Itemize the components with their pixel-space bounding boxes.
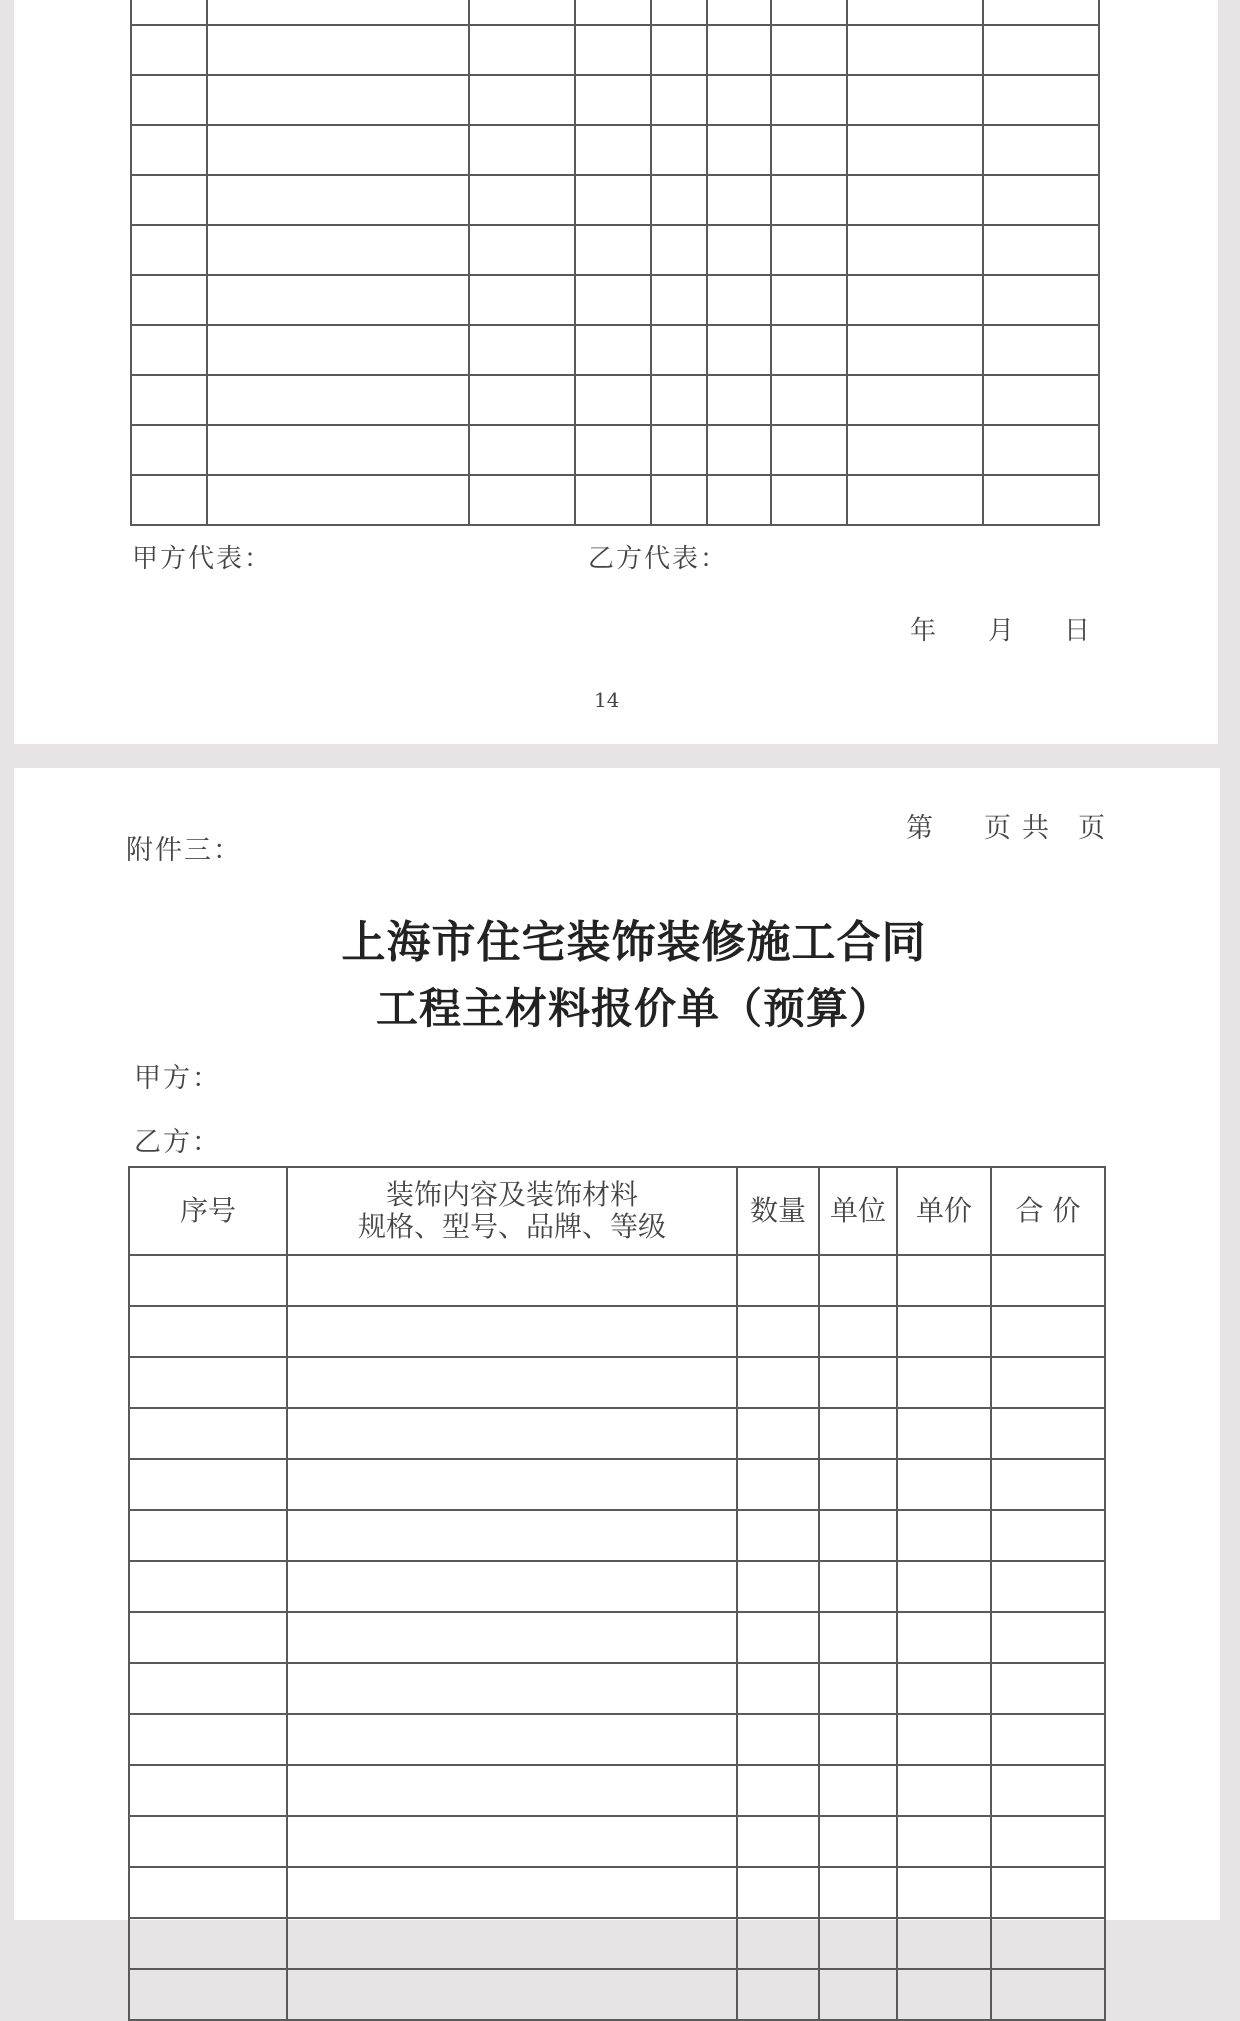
table-row bbox=[131, 275, 1099, 325]
table-row bbox=[129, 1459, 1105, 1510]
party-b-label: 乙方： bbox=[134, 1127, 221, 1158]
table-cell bbox=[771, 475, 847, 525]
party-a-representative-label: 甲方代表： bbox=[132, 544, 273, 574]
col-header-price: 单价 bbox=[897, 1167, 991, 1255]
table-row bbox=[129, 1612, 1105, 1663]
table-cell bbox=[575, 375, 651, 425]
table-cell bbox=[651, 225, 707, 275]
table-cell bbox=[129, 1714, 287, 1765]
table-cell bbox=[129, 1510, 287, 1561]
table-cell bbox=[737, 1714, 819, 1765]
table-cell bbox=[575, 225, 651, 275]
table-cell bbox=[287, 1255, 737, 1306]
table-cell bbox=[207, 325, 469, 375]
table-cell bbox=[991, 1459, 1105, 1510]
table-cell bbox=[819, 1663, 897, 1714]
table-cell bbox=[707, 375, 771, 425]
table-cell bbox=[469, 425, 575, 475]
table-cell bbox=[707, 125, 771, 175]
table-cell bbox=[819, 1918, 897, 1969]
table-cell bbox=[651, 375, 707, 425]
table-cell bbox=[207, 475, 469, 525]
table-cell bbox=[819, 1255, 897, 1306]
table-row bbox=[131, 175, 1099, 225]
table-cell bbox=[469, 0, 575, 25]
table-cell bbox=[287, 1306, 737, 1357]
table-cell bbox=[991, 1612, 1105, 1663]
table-cell bbox=[469, 225, 575, 275]
document-page-attachment-3 bbox=[14, 768, 1220, 1920]
table-cell bbox=[771, 375, 847, 425]
table-cell bbox=[983, 75, 1099, 125]
table-cell bbox=[651, 325, 707, 375]
table-cell bbox=[207, 0, 469, 25]
table-cell bbox=[737, 1867, 819, 1918]
table-row bbox=[131, 475, 1099, 525]
table-cell bbox=[287, 1561, 737, 1612]
table-cell bbox=[991, 1408, 1105, 1459]
table-cell bbox=[575, 325, 651, 375]
table-cell bbox=[131, 175, 207, 225]
table-cell bbox=[819, 1765, 897, 1816]
table-cell bbox=[469, 275, 575, 325]
table-cell bbox=[575, 275, 651, 325]
table-cell bbox=[737, 1816, 819, 1867]
document-subtitle: 工程主材料报价单（预算） bbox=[375, 984, 892, 1033]
table-row bbox=[129, 1816, 1105, 1867]
table-cell bbox=[207, 175, 469, 225]
table-cell bbox=[575, 175, 651, 225]
table-cell bbox=[207, 275, 469, 325]
table-cell bbox=[131, 25, 207, 75]
table-cell bbox=[737, 1918, 819, 1969]
table-cell bbox=[771, 175, 847, 225]
table-cell bbox=[897, 1612, 991, 1663]
col-header-unit: 单位 bbox=[819, 1167, 897, 1255]
table-cell bbox=[737, 1408, 819, 1459]
table-cell bbox=[991, 1663, 1105, 1714]
table-cell bbox=[771, 275, 847, 325]
table-cell bbox=[991, 1765, 1105, 1816]
table-cell bbox=[897, 1765, 991, 1816]
page-count-di: 第 bbox=[906, 813, 933, 844]
continuation-table bbox=[130, 0, 1100, 526]
table-cell bbox=[129, 1867, 287, 1918]
table-cell bbox=[819, 1714, 897, 1765]
table-cell bbox=[287, 1816, 737, 1867]
page-number: 14 bbox=[594, 688, 620, 712]
table-row bbox=[131, 25, 1099, 75]
table-row bbox=[129, 1510, 1105, 1561]
table-cell bbox=[129, 1357, 287, 1408]
table-cell bbox=[847, 225, 983, 275]
table-cell bbox=[131, 425, 207, 475]
table-cell bbox=[287, 1357, 737, 1408]
table-row bbox=[129, 1765, 1105, 1816]
table-row bbox=[129, 1969, 1105, 2020]
table-row bbox=[131, 375, 1099, 425]
table-cell bbox=[897, 1816, 991, 1867]
table-cell bbox=[707, 475, 771, 525]
table-cell bbox=[847, 25, 983, 75]
table-cell bbox=[819, 1561, 897, 1612]
table-cell bbox=[575, 0, 651, 25]
table-cell bbox=[651, 125, 707, 175]
table-cell bbox=[847, 175, 983, 225]
party-a-label: 甲方： bbox=[134, 1063, 221, 1094]
party-b-representative-label: 乙方代表： bbox=[588, 544, 729, 574]
table-cell bbox=[469, 325, 575, 375]
date-month-label: 月 bbox=[988, 616, 1015, 646]
table-cell bbox=[991, 1510, 1105, 1561]
table-row bbox=[129, 1918, 1105, 1969]
table-cell bbox=[707, 0, 771, 25]
table-cell bbox=[131, 0, 207, 25]
table-row bbox=[129, 1306, 1105, 1357]
table-cell bbox=[469, 125, 575, 175]
table-cell bbox=[129, 1663, 287, 1714]
col-header-content-line1: 装饰内容及装饰材料 bbox=[385, 1178, 638, 1211]
table-cell bbox=[207, 25, 469, 75]
table-cell bbox=[287, 1612, 737, 1663]
table-cell bbox=[129, 1255, 287, 1306]
table-cell bbox=[897, 1918, 991, 1969]
table-cell bbox=[287, 1765, 737, 1816]
table-cell bbox=[131, 275, 207, 325]
table-cell bbox=[847, 425, 983, 475]
table-cell bbox=[207, 425, 469, 475]
table-cell bbox=[707, 425, 771, 475]
table-cell bbox=[897, 1867, 991, 1918]
table-cell bbox=[129, 1459, 287, 1510]
table-cell bbox=[983, 275, 1099, 325]
table-cell bbox=[897, 1306, 991, 1357]
document-page-14 bbox=[14, 0, 1218, 744]
table-row bbox=[131, 125, 1099, 175]
table-cell bbox=[287, 1714, 737, 1765]
table-cell bbox=[287, 1459, 737, 1510]
table-cell bbox=[847, 0, 983, 25]
table-cell bbox=[651, 475, 707, 525]
table-cell bbox=[651, 175, 707, 225]
table-row bbox=[129, 1663, 1105, 1714]
table-cell bbox=[983, 25, 1099, 75]
table-cell bbox=[207, 75, 469, 125]
col-header-content-line2: 规格、型号、品牌、等级 bbox=[357, 1210, 666, 1243]
table-cell bbox=[983, 125, 1099, 175]
table-cell bbox=[469, 25, 575, 75]
table-cell bbox=[819, 1867, 897, 1918]
table-cell bbox=[991, 1561, 1105, 1612]
table-cell bbox=[575, 25, 651, 75]
table-cell bbox=[737, 1459, 819, 1510]
table-cell bbox=[771, 0, 847, 25]
table-cell bbox=[207, 375, 469, 425]
table-cell bbox=[575, 75, 651, 125]
table-cell bbox=[707, 225, 771, 275]
table-cell bbox=[207, 225, 469, 275]
table-cell bbox=[469, 175, 575, 225]
table-cell bbox=[847, 375, 983, 425]
document-title: 上海市住宅装饰装修施工合同 bbox=[341, 917, 927, 968]
table-cell bbox=[129, 1918, 287, 1969]
table-row bbox=[129, 1561, 1105, 1612]
table-cell bbox=[897, 1510, 991, 1561]
table-cell bbox=[287, 1867, 737, 1918]
table-cell bbox=[129, 1306, 287, 1357]
table-cell bbox=[287, 1969, 737, 2020]
table-cell bbox=[983, 175, 1099, 225]
table-cell bbox=[819, 1357, 897, 1408]
table-cell bbox=[983, 375, 1099, 425]
page-count-ye-total: 页 bbox=[1078, 813, 1105, 844]
table-cell bbox=[129, 1561, 287, 1612]
table-cell bbox=[897, 1714, 991, 1765]
table-cell bbox=[737, 1765, 819, 1816]
table-cell bbox=[287, 1918, 737, 1969]
table-cell bbox=[129, 1816, 287, 1867]
table-cell bbox=[207, 125, 469, 175]
table-cell bbox=[129, 1408, 287, 1459]
table-cell bbox=[819, 1408, 897, 1459]
table-cell bbox=[737, 1561, 819, 1612]
table-cell bbox=[771, 325, 847, 375]
table-row bbox=[131, 225, 1099, 275]
table-cell bbox=[983, 0, 1099, 25]
table-row bbox=[129, 1255, 1105, 1306]
table-cell bbox=[737, 1357, 819, 1408]
table-cell bbox=[983, 225, 1099, 275]
table-cell bbox=[991, 1255, 1105, 1306]
table-cell bbox=[819, 1612, 897, 1663]
table-cell bbox=[771, 125, 847, 175]
table-cell bbox=[991, 1867, 1105, 1918]
table-cell bbox=[469, 75, 575, 125]
table-cell bbox=[819, 1816, 897, 1867]
table-cell bbox=[469, 475, 575, 525]
table-cell bbox=[771, 425, 847, 475]
table-row bbox=[131, 425, 1099, 475]
date-day-label: 日 bbox=[1064, 616, 1091, 646]
table-cell bbox=[707, 275, 771, 325]
table-cell bbox=[771, 225, 847, 275]
table-cell bbox=[129, 1969, 287, 2020]
table-cell bbox=[707, 175, 771, 225]
table-row bbox=[129, 1867, 1105, 1918]
table-cell bbox=[737, 1306, 819, 1357]
table-cell bbox=[991, 1306, 1105, 1357]
table-cell bbox=[651, 275, 707, 325]
page-count-gong: 共 bbox=[1022, 813, 1049, 844]
table-cell bbox=[897, 1969, 991, 2020]
table-cell bbox=[575, 125, 651, 175]
table-cell bbox=[991, 1357, 1105, 1408]
table-cell bbox=[819, 1306, 897, 1357]
table-row bbox=[131, 75, 1099, 125]
table-cell bbox=[897, 1255, 991, 1306]
table-cell bbox=[847, 475, 983, 525]
table-cell bbox=[131, 225, 207, 275]
table-cell bbox=[737, 1510, 819, 1561]
table-cell bbox=[737, 1969, 819, 2020]
table-cell bbox=[847, 75, 983, 125]
table-cell bbox=[983, 475, 1099, 525]
table-cell bbox=[771, 25, 847, 75]
table-cell bbox=[983, 325, 1099, 375]
table-cell bbox=[991, 1714, 1105, 1765]
table-cell bbox=[737, 1663, 819, 1714]
table-cell bbox=[897, 1663, 991, 1714]
table-header-row bbox=[129, 1167, 1105, 1255]
table-cell bbox=[707, 75, 771, 125]
attachment-label: 附件三： bbox=[126, 835, 242, 866]
table-row bbox=[131, 325, 1099, 375]
col-header-no: 序号 bbox=[129, 1167, 287, 1255]
table-cell bbox=[707, 325, 771, 375]
table-cell bbox=[819, 1969, 897, 2020]
table-cell bbox=[707, 25, 771, 75]
table-cell bbox=[991, 1816, 1105, 1867]
material-quote-table bbox=[128, 1166, 1106, 2021]
date-year-label: 年 bbox=[910, 616, 937, 646]
table-cell bbox=[131, 475, 207, 525]
table-cell bbox=[991, 1918, 1105, 1969]
table-cell bbox=[287, 1510, 737, 1561]
table-cell bbox=[129, 1612, 287, 1663]
table-cell bbox=[819, 1459, 897, 1510]
table-cell bbox=[737, 1612, 819, 1663]
page-count-ye: 页 bbox=[984, 813, 1011, 844]
table-cell bbox=[819, 1510, 897, 1561]
table-cell bbox=[847, 275, 983, 325]
table-cell bbox=[983, 425, 1099, 475]
col-header-total: 合 价 bbox=[991, 1167, 1105, 1255]
table-row bbox=[129, 1714, 1105, 1765]
table-cell bbox=[847, 125, 983, 175]
table-cell bbox=[575, 425, 651, 475]
table-row bbox=[129, 1357, 1105, 1408]
table-cell bbox=[469, 375, 575, 425]
table-cell bbox=[129, 1765, 287, 1816]
table-cell bbox=[287, 1663, 737, 1714]
table-cell bbox=[847, 325, 983, 375]
table-cell bbox=[991, 1969, 1105, 2020]
table-cell bbox=[651, 25, 707, 75]
table-cell bbox=[897, 1459, 991, 1510]
table-cell bbox=[737, 1255, 819, 1306]
table-cell bbox=[897, 1408, 991, 1459]
table-cell bbox=[287, 1408, 737, 1459]
table-cell bbox=[897, 1561, 991, 1612]
table-row bbox=[131, 0, 1099, 25]
col-header-qty: 数量 bbox=[737, 1167, 819, 1255]
table-cell bbox=[131, 75, 207, 125]
table-cell bbox=[131, 125, 207, 175]
table-cell bbox=[771, 75, 847, 125]
table-cell bbox=[651, 75, 707, 125]
table-row bbox=[129, 1408, 1105, 1459]
table-cell bbox=[897, 1357, 991, 1408]
table-cell bbox=[651, 425, 707, 475]
col-header-content bbox=[287, 1167, 737, 1255]
table-cell bbox=[131, 325, 207, 375]
table-cell bbox=[131, 375, 207, 425]
table-cell bbox=[575, 475, 651, 525]
table-cell bbox=[651, 0, 707, 25]
